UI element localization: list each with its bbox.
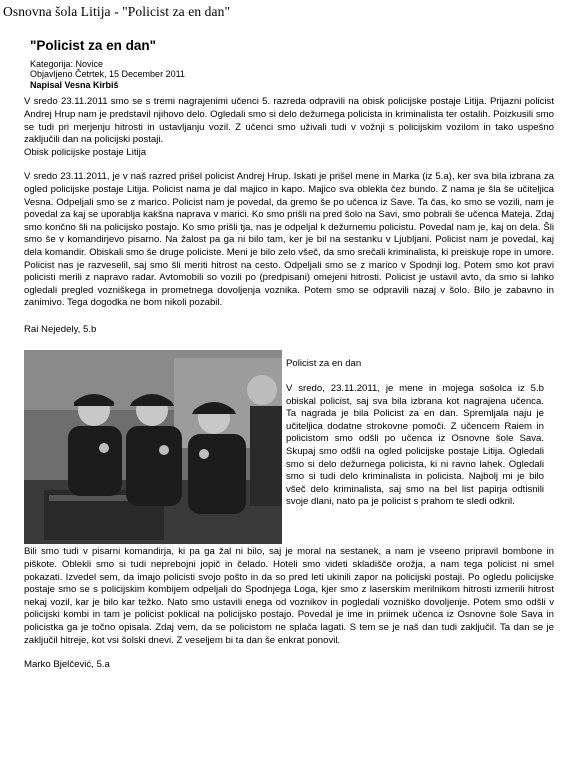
story2-side-text bbox=[286, 358, 544, 509]
story-paragraph: V sredo 23.11.2011, je v naš razred prišel policist Andrej Hrup. Iskati je prišel mene in Marka (iz 5.a), ker sva bila izbrana za ogled policijske postaje Litija. Policist nama je dal majico in kapo. Majico sva oblekla čez bundo. Z nama je šla še učiteljica Vesna. Odpeljali smo se z marico. Policist nam je povedal, da gremo še po učenca iz Save. Ta čas, ko smo se vozili, nam je povedal za kaj se uporablja kakšna naprava v marici. Ko smo prišli na pred šolo na Savi, smo pobrali še učenca Mateja. Zdaj smo končno šli na policijsko postajo. Ko smo prišli tja, nas je odpeljal k dežurnemu policistu. Povedal nam je, kaj on dela. Šli smo še v komandirjevo pisarno. Na žalost pa ga ni bilo tam, ker je bil na sestanku v Ljubljani. Policist nam je povedal, kaj dela komandir. Obiskali smo še druge policiste. Meni je bilo zelo všeč, da smo srečali kriminalista, ki preiskuje rope in umore. Policist nas je razveselil, saj smo šli meriti hitrost na cesto. Odpeljali smo se z marico v Spodnji log. Potem smo kot pravi policisti merili z napravo radar. Avtomobili so vozili po (predpisani) omejeni hitrosti. Policist je ustavil avto, da smo si lahko ogledali pregled vozniškega in prometnega dovoljenja voznika. Potem smo se odpravili nazaj v šolo. Bilo je zabavno in zanimivo. Tega dogodka ne bom nikoli pozabil. bbox=[24, 171, 554, 309]
intro-paragraph: V sredo 23.11.2011 smo se s tremi nagrajenimi učenci 5. razreda odpravili na obisk policijske postaje Litija. Prijazni policist Andrej Hrup nam je predstavil njihovo delo. Ogledali smo si delo dežurnega policista in kriminalista ter ostalih. Poizkusili smo se tudi pri merjenju hitrosti in ustavljanju vozil. Z učenci smo uživali tudi v vožnji s policijskim vozilom in tako uspešno zaključili dan na policijski postaji. bbox=[24, 96, 554, 146]
site-header: Osnovna šola Litija - "Policist za en dan" bbox=[3, 4, 231, 19]
photo-section bbox=[24, 348, 554, 546]
story-author: Rai Nejedely, 5.b bbox=[24, 323, 97, 335]
story2-paragraph-start: V sredo, 23.11.2011, je mene in mojega sošolca iz 5.b obiskal policist, saj sva bila izbrana kot nagrajena učenca. Ta nagrada je bila Policist za en dan. Spremljala naju je učiteljica dodatne strokovne pomoči. Z učencem Raiem in policistom smo odšli po učenca iz Osnovne šole Sava. Skupaj smo odšli na ogled policijske postaje Litija. Ogledali smo si delo dežurnega policista, ki ni ravno lahek. Ogledali smo si tudi delo kriminalista in policista. Najbolj mi je bilo všeč delo kriminalista, saj smo na bel list papirja odtisnili svoje dlani, nato pa je policist s prahom te sledi odkril. bbox=[286, 383, 544, 508]
article-category: Kategorija: Novice bbox=[30, 58, 104, 69]
story2-title: Policist za en dan bbox=[286, 358, 362, 370]
intro-caption: Obisk policijske postaje Litija bbox=[24, 146, 147, 158]
article-date: Objavljeno Četrtek, 15 December 2011 bbox=[30, 69, 185, 80]
photo-children-with-police-caps-icon bbox=[24, 350, 282, 544]
article bbox=[24, 40, 554, 672]
story2-author: Marko Bjelčević, 5.a bbox=[24, 659, 110, 671]
article-author: Napisal Vesna Kirbiš bbox=[30, 79, 119, 90]
story2-paragraph-continued: Bili smo tudi v pisarni komandirja, ki pa ga žal ni bilo, saj je moral na sestanek, a nam je vseeno pripravil bombone in piškote. Oblekli smo si tudi neprebojni jopič in čelado. Hoteli smo videti skladišče orožja, a nam tega policist ni smel pokazati. Izvedel sem, da imajo policisti svojo pošto in da so pred leti ukinili zapor na policijski postaji. Po ogledu policijske postaje smo se s policijskim kombijem odpeljali do Spodnjega Loga, kjer smo z laserskim merilnikom hitrosti izmerili hitrost nekaj vozil, kar je bilo kar težko. Nato smo ustavili enega od voznikov in pogledali vozniško dovoljenje. Potem smo odšli v policijski kombi in tam je policist poklical na policijsko postajo. Povedal je ime in priimek učenca iz Osnovne šole Sava in policistka ga je točno opisala. Zdaj vem, da se policistom ne splača lagati. S tem se je naš dan tudi zaključil. Ta dan se je zaključil hitreje, kot vsi šolski dnevi. Z veseljem bi ta dan še enkrat ponovil. bbox=[24, 546, 554, 646]
article-title: "Policist za en dan" bbox=[30, 38, 157, 53]
